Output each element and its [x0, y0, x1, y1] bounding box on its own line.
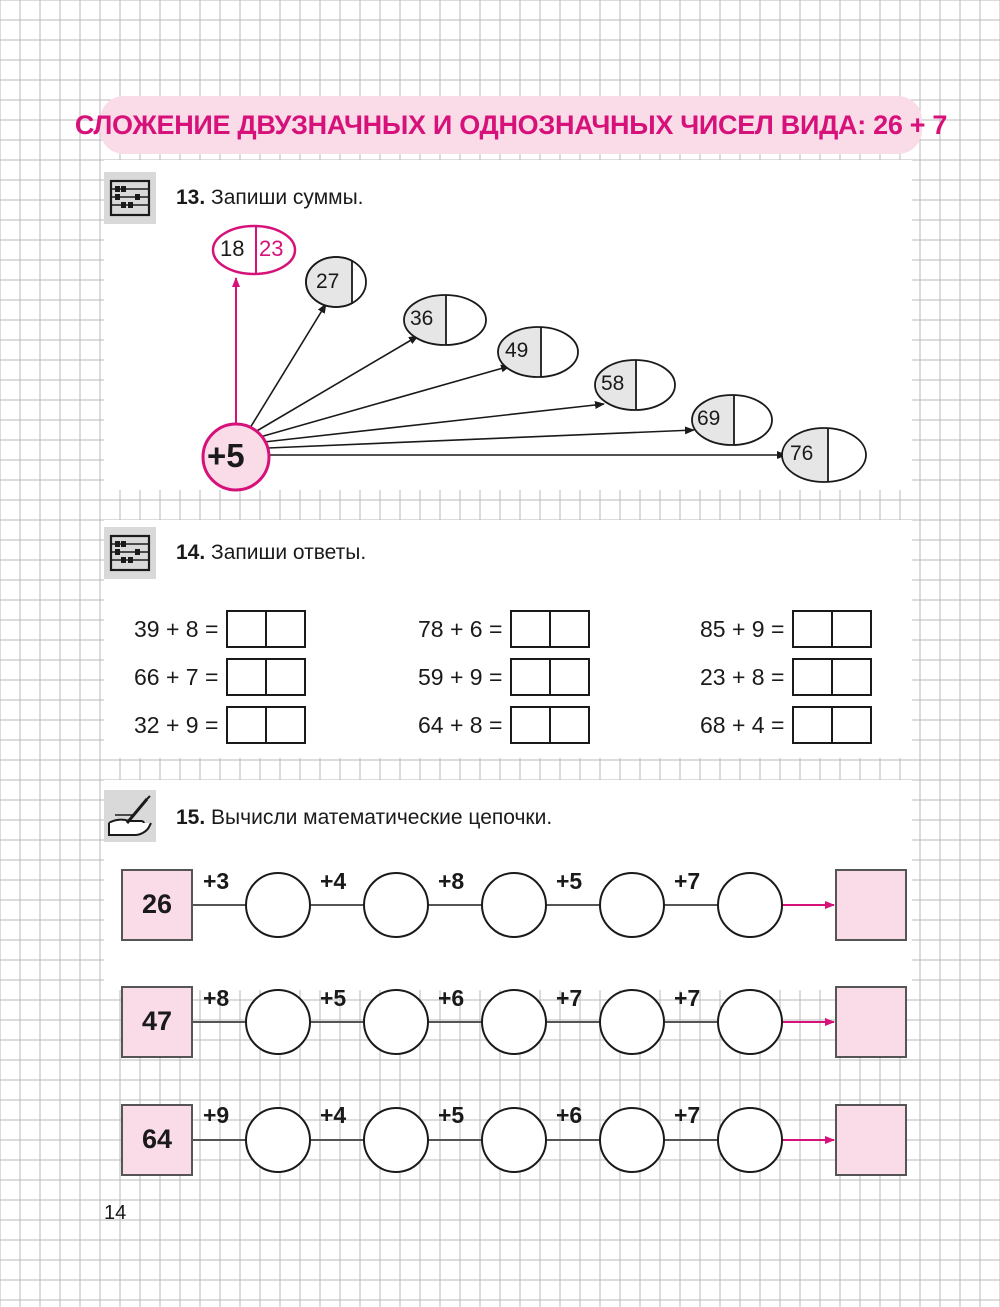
equation: 66 + 7 = — [134, 663, 219, 690]
chain-answer-circle[interactable] — [364, 1108, 428, 1172]
step-label: +3 — [203, 868, 230, 894]
step-label: +6 — [438, 985, 465, 1011]
step-label: +7 — [674, 868, 701, 894]
chain-result-box[interactable] — [836, 987, 906, 1057]
step-label: +7 — [556, 985, 583, 1011]
step-label: +8 — [203, 985, 230, 1011]
task-13-number: 13. — [176, 186, 206, 209]
egg-number-3: 49 — [505, 339, 529, 362]
chain-answer-circle[interactable] — [246, 873, 310, 937]
section-title: СЛОЖЕНИЕ ДВУЗНАЧНЫХ И ОДНОЗНАЧНЫХ ЧИСЕЛ ВИДА: 26 + 7 — [74, 109, 948, 140]
step-label: +8 — [438, 868, 465, 894]
task-15-number: 15. — [176, 806, 206, 829]
equation: 85 + 9 = — [700, 615, 785, 642]
chain-answer-circle[interactable] — [600, 873, 664, 937]
task-14-instruction: Запиши ответы. — [211, 541, 367, 564]
chain-answer-circle[interactable] — [718, 1108, 782, 1172]
chain-answer-circle[interactable] — [718, 873, 782, 937]
step-label: +5 — [438, 1102, 465, 1128]
step-label: +7 — [674, 1102, 701, 1128]
egg-number-1: 27 — [316, 270, 340, 293]
equation: 78 + 6 = — [418, 615, 503, 642]
chain-answer-circle[interactable] — [600, 990, 664, 1054]
chain-answer-circle[interactable] — [246, 1108, 310, 1172]
chain-result-box[interactable] — [836, 1105, 906, 1175]
chain-answer-circle[interactable] — [482, 990, 546, 1054]
chain-answer-circle[interactable] — [482, 873, 546, 937]
egg-number-6: 76 — [790, 442, 814, 465]
chain-answer-circle[interactable] — [482, 1108, 546, 1172]
chain-result-box[interactable] — [836, 870, 906, 940]
step-label: +6 — [556, 1102, 583, 1128]
step-label: +9 — [203, 1102, 230, 1128]
chain-answer-circle[interactable] — [600, 1108, 664, 1172]
example-left-number: 18 — [220, 236, 245, 261]
equation: 32 + 9 = — [134, 711, 219, 738]
operator-label: +5 — [207, 437, 245, 474]
chain-answer-circle[interactable] — [718, 990, 782, 1054]
egg-number-4: 58 — [601, 372, 625, 395]
chain-start-number: 26 — [141, 889, 173, 919]
chain-start-number: 47 — [141, 1006, 173, 1036]
chain-answer-circle[interactable] — [246, 990, 310, 1054]
egg-number-5: 69 — [697, 407, 721, 430]
equation: 39 + 8 = — [134, 615, 219, 642]
chain-answer-circle[interactable] — [364, 990, 428, 1054]
equation: 59 + 9 = — [418, 663, 503, 690]
step-label: +5 — [320, 985, 347, 1011]
task-15-instruction: Вычисли математические цепочки. — [211, 806, 553, 829]
step-label: +7 — [674, 985, 701, 1011]
page-number: 14 — [104, 1202, 127, 1224]
chain-answer-circle[interactable] — [364, 873, 428, 937]
chain-start-number: 64 — [141, 1124, 173, 1154]
task-14-number: 14. — [176, 541, 206, 564]
egg-number-2: 36 — [410, 307, 434, 330]
step-label: +4 — [320, 868, 347, 894]
task-13-instruction: Запиши суммы. — [211, 186, 364, 209]
step-label: +4 — [320, 1102, 347, 1128]
equation: 68 + 4 = — [700, 711, 785, 738]
example-right-number: 23 — [259, 236, 284, 261]
step-label: +5 — [556, 868, 583, 894]
equation: 64 + 8 = — [418, 711, 503, 738]
equation: 23 + 8 = — [700, 663, 785, 690]
